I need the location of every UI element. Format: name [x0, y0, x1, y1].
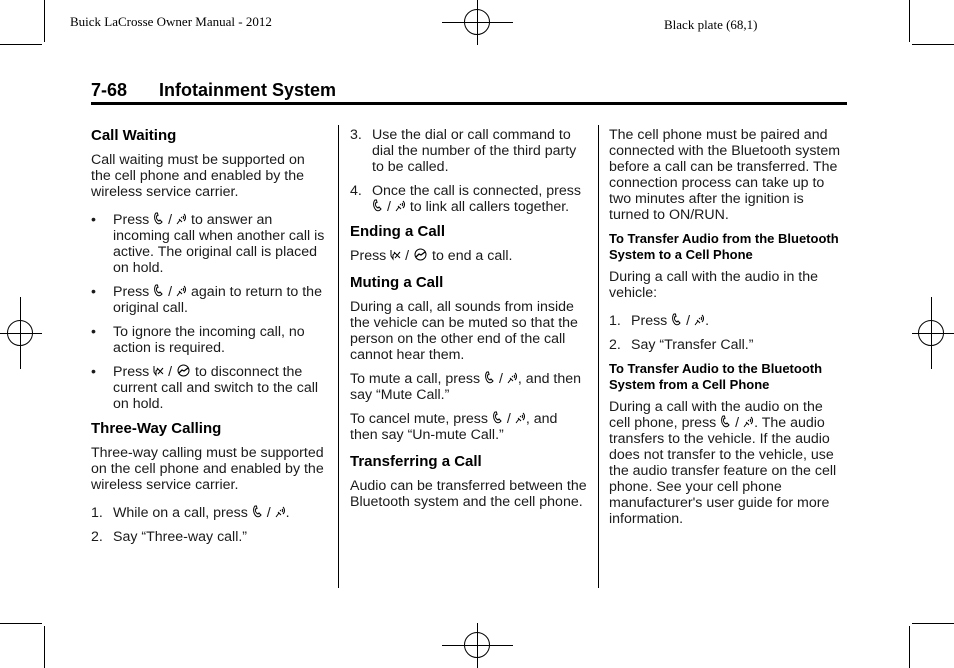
step-item: 3. Use the dial or call command to dial the number of the third party to be called. [350, 127, 577, 175]
column-1 [91, 127, 326, 553]
page-number: 7-68 [91, 80, 128, 100]
muting-intro: During a call, all sounds from inside the vehicle can be muted so that the person on the other end of the call cannot hear them. [350, 299, 578, 363]
call-waiting-intro: Call waiting must be supported on the cell phone and enabled by the wireless service carrier. [91, 152, 305, 200]
voice-recognition-icon [515, 411, 526, 424]
heading-call-waiting: Call Waiting [91, 127, 177, 144]
voice-recognition-icon [743, 415, 754, 428]
crop-mark [909, 626, 910, 668]
heading-three-way-calling: Three-Way Calling [91, 420, 222, 437]
heading-transferring-a-call: Transferring a Call [350, 453, 482, 470]
voice-recognition-icon [275, 505, 286, 518]
crop-mark [909, 0, 910, 42]
step-item: 1. Press / . [609, 313, 710, 329]
step-item: 2. Say “Transfer Call.” [609, 337, 754, 353]
step-item: 2. Say “Three-way call.” [91, 529, 248, 545]
phone-talk-icon [484, 371, 495, 384]
phone-talk-icon [720, 415, 731, 428]
bullet: • [91, 364, 96, 380]
column-2 [350, 127, 588, 518]
transfer-to-phone-intro: During a call with the audio in the vehicle: [609, 269, 818, 301]
crop-mark [912, 623, 954, 624]
hang-up-icon [176, 364, 191, 377]
manual-title: Buick LaCrosse Owner Manual - 2012 [70, 14, 272, 29]
column-3 [609, 127, 847, 535]
voice-recognition-icon [507, 371, 518, 384]
unmute-text: To cancel mute, press / , and then say “Un-mute Call.” [350, 411, 558, 443]
section-title: Infotainment System [159, 80, 337, 100]
heading-ending-a-call: Ending a Call [350, 223, 446, 240]
heading-muting-a-call: Muting a Call [350, 274, 444, 291]
phone-talk-icon [153, 212, 164, 225]
list-item: • Press / to answer an incoming call when another call is active. The original call is placed on hold. [91, 212, 325, 276]
bullet: • [91, 284, 96, 300]
transferring-intro: Audio can be transferred between the Bluetooth system and the cell phone. [350, 478, 587, 510]
heading-transfer-to-system: To Transfer Audio to the Bluetooth System from a Cell Phone [609, 361, 823, 392]
bullet: • [91, 212, 96, 228]
phone-talk-icon [372, 199, 383, 212]
hang-up-icon [413, 248, 428, 261]
list-item: • Press / again to return to the original call. [91, 284, 322, 316]
crop-mark [0, 623, 42, 624]
crop-mark [0, 44, 42, 45]
voice-recognition-icon [176, 284, 187, 297]
column-divider [598, 125, 599, 588]
list-item: • To ignore the incoming call, no action is required. [91, 324, 305, 356]
ending-text: Press / to end a call. [350, 248, 513, 264]
crop-mark [44, 0, 45, 42]
mute-end-icon [390, 248, 401, 261]
transfer-to-system-text: During a call with the audio on the cell phone, press / . The audio transfers to the vehicle. If the audio does not transfer to the vehicle, use the audio transfer feature on the cell phone. See your cell phone manufacturer's user guide for more information. [609, 399, 837, 527]
plate-label: Black plate (68,1) [664, 17, 758, 32]
phone-talk-icon [153, 284, 164, 297]
transfer-intro: The cell phone must be paired and connected with the Bluetooth system before a call can be transferred. The connection process can take up to two minutes after the ignition is turned to ON/RUN. [609, 127, 841, 223]
phone-talk-icon [252, 505, 263, 518]
step-item: 1. While on a call, press / . [91, 505, 290, 521]
crop-mark [912, 44, 954, 45]
list-item: • Press / to disconnect the current call and switch to the call on hold. [91, 364, 319, 412]
phone-talk-icon [492, 411, 503, 424]
crop-mark [44, 626, 45, 668]
mute-text: To mute a call, press / , and then say “Mute Call.” [350, 371, 582, 403]
step-item: 4. Once the call is connected, press / to link all callers together. [350, 183, 581, 215]
phone-talk-icon [671, 313, 682, 326]
mute-end-icon [153, 364, 164, 377]
column-divider [338, 125, 339, 588]
voice-recognition-icon [176, 212, 187, 225]
page-header [91, 80, 336, 101]
header-rule [91, 102, 847, 105]
three-way-intro: Three-way calling must be supported on the cell phone and enabled by the wireless service carrier. [91, 445, 324, 493]
heading-transfer-to-phone: To Transfer Audio from the Bluetooth System to a Cell Phone [609, 231, 839, 262]
bullet: • [91, 324, 96, 340]
voice-recognition-icon [694, 313, 705, 326]
voice-recognition-icon [395, 199, 406, 212]
